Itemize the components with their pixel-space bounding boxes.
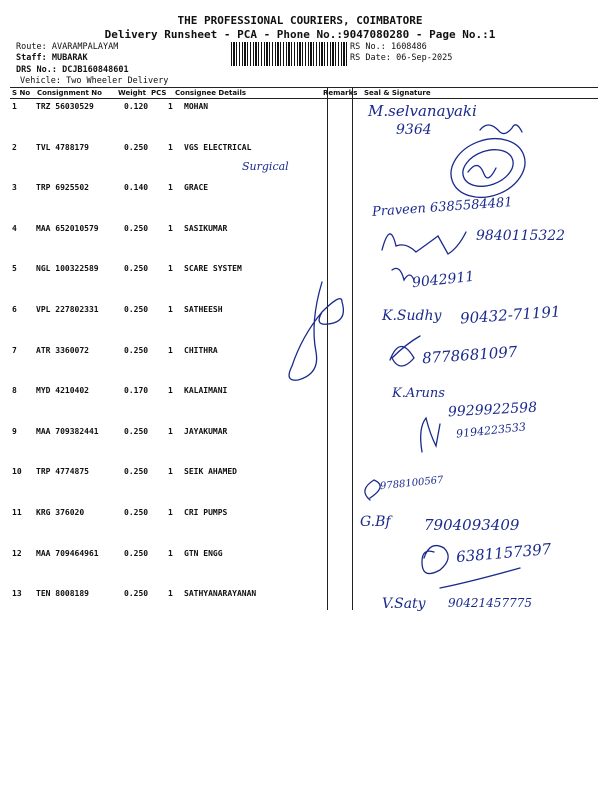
- sig-row1-scribble: [480, 125, 522, 134]
- hw-row5-phone: 9042911: [411, 268, 476, 292]
- row-weight: 0.250: [124, 426, 149, 436]
- row-weight: 0.250: [124, 305, 149, 314]
- row-weight: 0.140: [124, 183, 149, 193]
- row-pcs: 1: [168, 589, 173, 599]
- rs-date-value: 06-Sep-2025: [396, 53, 453, 63]
- row-weight: 0.250: [124, 589, 149, 599]
- drs-label: DRS No.:: [16, 65, 57, 75]
- company-stamp: [443, 129, 534, 208]
- row-pcs: 1: [168, 548, 173, 558]
- hw-row6-name: K.Sudhy: [382, 308, 442, 324]
- rs-no-label: RS No.:: [350, 42, 386, 52]
- staff-value: MUBARAK: [51, 53, 88, 63]
- row-pcs: 1: [168, 305, 173, 314]
- row-sno: 9: [12, 426, 17, 436]
- row-sno: 13: [12, 589, 22, 599]
- col-consignee: Consignee Details: [175, 89, 247, 97]
- route-value: AVARAMPALAYAM: [51, 42, 119, 52]
- row-consignee: SCARE SYSTEM: [184, 264, 242, 274]
- vehicle-value: Two Wheeler Delivery: [66, 76, 169, 86]
- hw-row13-name: V.Saty: [382, 596, 426, 612]
- sig-row7-scribble: [390, 336, 420, 366]
- row-weight: 0.250: [124, 142, 149, 152]
- col-consignment: Consignment No: [37, 89, 102, 97]
- row-consignment-no: MYD 4210402: [36, 386, 89, 396]
- hw-row8-name: K.Aruns: [392, 386, 445, 401]
- col-remarks: Remarks: [323, 89, 358, 97]
- row-consignment-no: VPL 227802331: [36, 305, 99, 314]
- row-pcs: 1: [168, 426, 173, 436]
- drs-value: DCJB160848601: [62, 65, 129, 75]
- row-weight: 0.170: [124, 386, 149, 396]
- hw-row4-phone: 9840115322: [476, 228, 566, 244]
- hw-row1-name: M.selvanayaki: [368, 102, 477, 120]
- row-sno: 8: [12, 386, 17, 396]
- rs-date-label: RS Date:: [350, 53, 391, 63]
- row-consignee: KALAIMANI: [184, 386, 228, 396]
- hw-row3-text: Praveen 6385584481: [371, 195, 514, 220]
- sig-row9-scribble: [421, 418, 440, 452]
- row-weight: 0.250: [124, 467, 149, 477]
- row-consignment-no: TRP 4774875: [36, 467, 89, 477]
- row-sno: 11: [12, 508, 22, 517]
- hw-row10-phone: 9788100567: [379, 474, 445, 493]
- hw-row2-text: Surgical: [242, 160, 289, 173]
- company-title: THE PROFESSIONAL COURIERS, COIMBATORE: [177, 14, 423, 27]
- sig-row2-scribble: [468, 165, 496, 177]
- row-sno: 4: [12, 223, 17, 233]
- hw-row8-phone: 9929922598: [447, 399, 538, 421]
- row-weight: 0.250: [124, 548, 149, 558]
- hw-row12-phone: 6381157397: [455, 539, 553, 567]
- row-sno: 7: [12, 345, 17, 355]
- row-consignee: GTN ENGG: [184, 548, 223, 558]
- row-pcs: 1: [168, 467, 173, 477]
- hw-row1-phone: 9364: [396, 122, 432, 138]
- sig-row5-doodle: [289, 282, 343, 380]
- vehicle-label: Vehicle:: [20, 76, 61, 86]
- row-consignee: GRACE: [184, 183, 209, 193]
- row-consignment-no: MAA 709464961: [36, 548, 99, 558]
- row-pcs: 1: [168, 183, 173, 193]
- hw-row11-phone: 7904093409: [424, 516, 520, 534]
- route-label: Route:: [16, 42, 47, 52]
- row-sno: 5: [12, 264, 17, 274]
- row-consignee: CHITHRA: [184, 345, 218, 355]
- row-consignment-no: KRG 376020: [36, 508, 85, 517]
- row-pcs: 1: [168, 142, 173, 152]
- row-sno: 3: [12, 183, 17, 193]
- row-pcs: 1: [168, 102, 173, 111]
- row-consignment-no: MAA 709382441: [36, 426, 99, 436]
- runsheet-subtitle: Delivery Runsheet - PCA - Phone No.:9047080280 - Page No.:1: [104, 28, 496, 41]
- row-pcs: 1: [168, 223, 173, 233]
- col-pcs: PCS: [151, 89, 167, 97]
- row-consignment-no: TRP 6925502: [36, 183, 89, 193]
- row-weight: 0.120: [124, 102, 149, 111]
- row-consignee: CRI PUMPS: [184, 508, 228, 517]
- col-seal: Seal & Signature: [364, 89, 431, 97]
- hw-row11-name: G.Bf: [360, 514, 391, 530]
- row-sno: 2: [12, 142, 17, 152]
- row-pcs: 1: [168, 264, 173, 274]
- hw-row13-phone: 90421457775: [448, 596, 532, 610]
- row-consignment-no: MAA 652010579: [36, 223, 99, 233]
- sig-row12-underline: [440, 568, 520, 588]
- row-consignee: SEIK AHAMED: [184, 467, 237, 477]
- row-consignee: SATHYANARAYANAN: [184, 589, 257, 599]
- row-consignee: SASIKUMAR: [184, 223, 228, 233]
- row-consignment-no: ATR 3360072: [36, 345, 89, 355]
- row-consignment-no: TRZ 56030529: [36, 102, 94, 111]
- row-consignee: VGS ELECTRICAL: [184, 142, 252, 152]
- col-weight: Weight: [118, 89, 146, 97]
- row-consignee: JAYAKUMAR: [184, 426, 228, 436]
- row-consignment-no: NGL 100322589: [36, 264, 99, 274]
- hw-row7-phone: 8778681097: [421, 342, 518, 368]
- row-sno: 10: [12, 467, 22, 477]
- sig-row12-scribble: [422, 546, 448, 574]
- row-weight: 0.250: [124, 223, 149, 233]
- rs-no-value: 1608486: [390, 42, 427, 52]
- row-consignment-no: TEN 8008189: [36, 589, 89, 599]
- row-weight: 0.250: [124, 264, 149, 274]
- col-sno: S No: [12, 89, 31, 97]
- row-consignee: SATHEESH: [184, 305, 223, 314]
- row-pcs: 1: [168, 508, 173, 517]
- row-pcs: 1: [168, 345, 173, 355]
- row-sno: 12: [12, 548, 22, 558]
- row-sno: 6: [12, 305, 17, 314]
- row-consignee: MOHAN: [184, 102, 209, 111]
- row-consignment-no: TVL 4788179: [36, 142, 89, 152]
- row-weight: 0.250: [124, 508, 149, 517]
- hw-row9-phone: 9194223533: [455, 420, 527, 441]
- sig-row10-scribble: [365, 480, 380, 500]
- sig-row4-scribble: [382, 232, 466, 254]
- row-weight: 0.250: [124, 345, 149, 355]
- staff-label: Staff:: [16, 53, 47, 63]
- row-sno: 1: [12, 102, 17, 111]
- row-pcs: 1: [168, 386, 173, 396]
- hw-row6-phone: 90432-71191: [459, 302, 562, 328]
